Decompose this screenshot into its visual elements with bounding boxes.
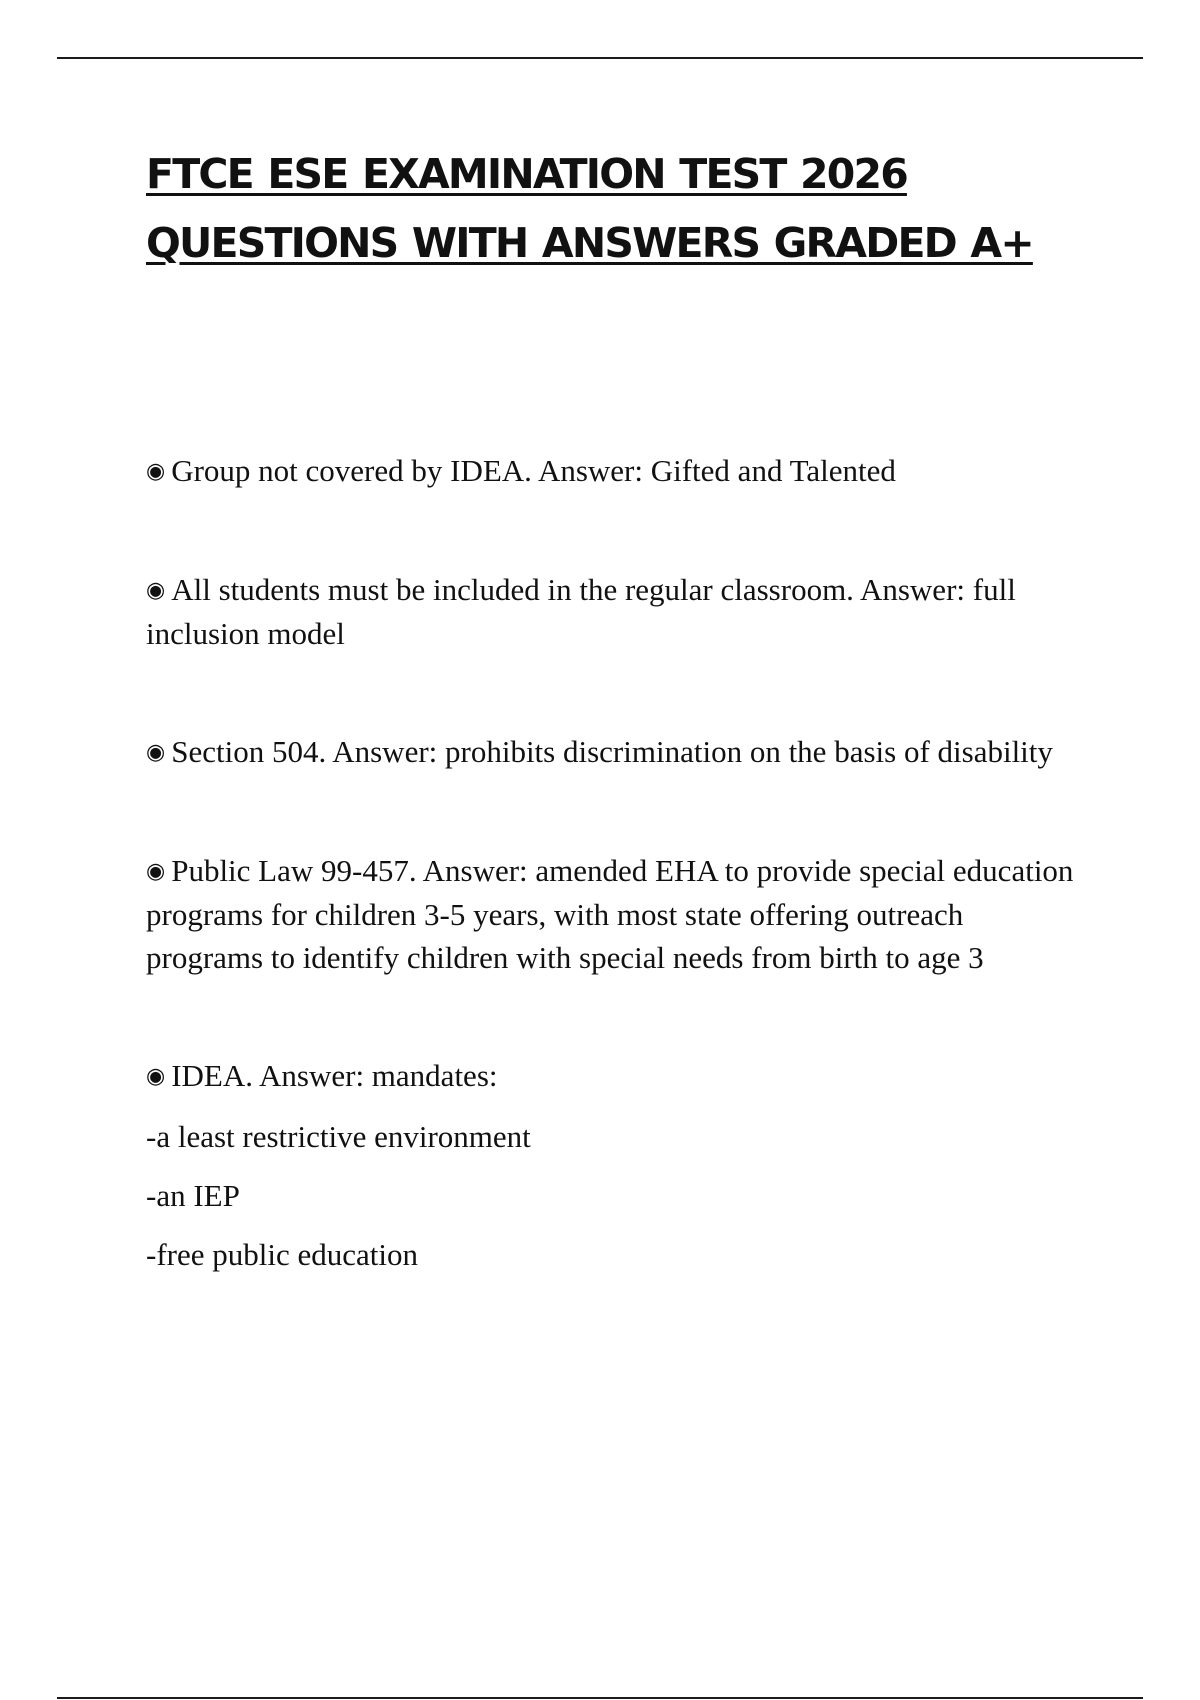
question-text: Group not covered by IDEA. Answer: Gifted and Talented — [171, 453, 896, 488]
answer-sub-item: -free public education — [146, 1237, 418, 1272]
question-item-1 — [146, 449, 1086, 493]
radio-bullet-icon: ◉ — [146, 859, 166, 884]
radio-bullet-icon: ◉ — [146, 740, 166, 765]
question-text: IDEA. Answer: mandates: — [171, 1058, 498, 1093]
question-item-2 — [146, 568, 1086, 655]
radio-bullet-icon: ◉ — [146, 459, 166, 484]
top-divider — [57, 57, 1143, 59]
question-item-4 — [146, 849, 1086, 979]
question-item-3 — [146, 730, 1086, 774]
question-list — [146, 449, 1086, 1276]
title-line-2: QUESTIONS WITH ANSWERS GRADED A+ — [146, 219, 1033, 267]
answer-sub-item: -an IEP — [146, 1178, 240, 1213]
question-text: Section 504. Answer: prohibits discrimination on the basis of disability — [171, 734, 1053, 769]
document-title — [146, 140, 1086, 278]
radio-bullet-icon: ◉ — [146, 1064, 166, 1089]
question-text: Public Law 99-457. Answer: amended EHA to provide special education programs for children 3-5 years, with most state offering outreach programs to identify children with special needs from birth to age 3 — [146, 853, 1074, 975]
question-text: All students must be included in the regular classroom. Answer: full inclusion model — [146, 572, 1016, 651]
title-line-1: FTCE ESE EXAMINATION TEST 2026 — [146, 150, 907, 198]
answer-sub-list — [146, 1115, 1086, 1276]
answer-sub-item: -a least restrictive environment — [146, 1119, 531, 1154]
bottom-divider — [57, 1697, 1143, 1699]
radio-bullet-icon: ◉ — [146, 578, 166, 603]
page-content — [146, 140, 1086, 1276]
question-item-5 — [146, 1054, 1086, 1276]
